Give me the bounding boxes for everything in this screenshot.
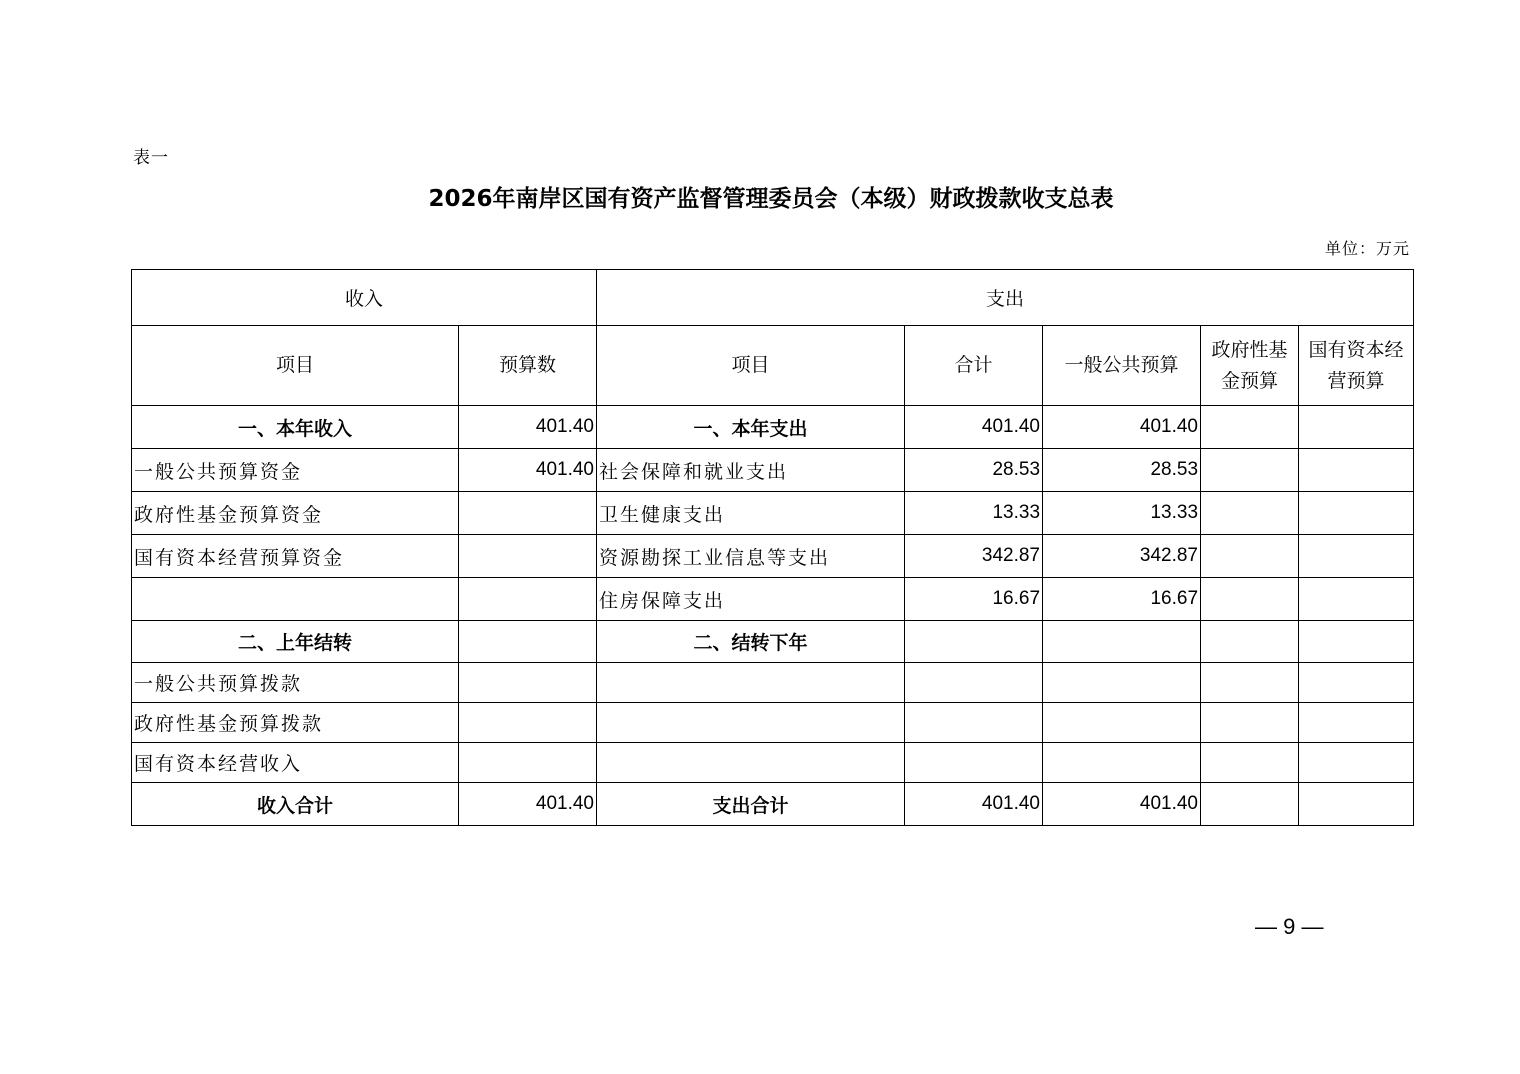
income-item-cell: 一、本年收入 — [132, 406, 459, 449]
total-cell — [905, 743, 1043, 783]
table-row — [132, 663, 1414, 703]
income-budget-cell — [459, 743, 597, 783]
total-cell — [905, 621, 1043, 663]
expense-item-header: 项目 — [597, 326, 905, 406]
budget-table — [131, 269, 1414, 826]
general-budget-cell — [1043, 703, 1201, 743]
gov-fund-cell — [1201, 783, 1299, 826]
table-row — [132, 535, 1414, 578]
income-item-cell: 一般公共预算拨款 — [132, 663, 459, 703]
general-budget-header: 一般公共预算 — [1043, 326, 1201, 406]
general-budget-cell: 342.87 — [1043, 535, 1201, 578]
gov-fund-cell — [1201, 621, 1299, 663]
general-budget-cell: 28.53 — [1043, 449, 1201, 492]
income-item-header: 项目 — [132, 326, 459, 406]
gov-fund-cell — [1201, 492, 1299, 535]
table-body — [132, 406, 1414, 826]
group-header-row — [132, 270, 1414, 326]
income-item-cell: 一般公共预算资金 — [132, 449, 459, 492]
income-item-cell: 政府性基金预算资金 — [132, 492, 459, 535]
expense-item-cell: 二、结转下年 — [597, 621, 905, 663]
income-item-cell: 二、上年结转 — [132, 621, 459, 663]
income-budget-header: 预算数 — [459, 326, 597, 406]
income-budget-cell — [459, 663, 597, 703]
state-capital-cell — [1299, 578, 1414, 621]
gov-fund-cell — [1201, 449, 1299, 492]
income-budget-cell — [459, 492, 597, 535]
table-row — [132, 578, 1414, 621]
total-cell: 16.67 — [905, 578, 1043, 621]
table-row — [132, 783, 1414, 826]
state-capital-budget-header: 国有资本经营预算 — [1299, 326, 1414, 406]
total-cell: 401.40 — [905, 406, 1043, 449]
gov-fund-cell — [1201, 743, 1299, 783]
unit-label: 单位：万元 — [1324, 239, 1410, 258]
gov-fund-cell — [1201, 406, 1299, 449]
total-cell — [905, 663, 1043, 703]
state-capital-cell — [1299, 743, 1414, 783]
general-budget-cell — [1043, 663, 1201, 703]
state-capital-cell — [1299, 621, 1414, 663]
expense-item-cell — [597, 663, 905, 703]
income-item-cell: 国有资本经营收入 — [132, 743, 459, 783]
page-number: — 9 — — [1255, 914, 1324, 939]
total-cell: 342.87 — [905, 535, 1043, 578]
expense-item-cell: 一、本年支出 — [597, 406, 905, 449]
general-budget-cell — [1043, 743, 1201, 783]
general-budget-cell: 401.40 — [1043, 406, 1201, 449]
state-capital-cell — [1299, 783, 1414, 826]
column-header-row — [132, 326, 1414, 406]
general-budget-cell: 401.40 — [1043, 783, 1201, 826]
gov-fund-cell — [1201, 703, 1299, 743]
income-budget-cell — [459, 703, 597, 743]
table-row — [132, 449, 1414, 492]
income-budget-cell — [459, 621, 597, 663]
income-budget-cell — [459, 535, 597, 578]
expense-item-cell: 住房保障支出 — [597, 578, 905, 621]
state-capital-cell — [1299, 703, 1414, 743]
income-group-header: 收入 — [132, 270, 597, 326]
total-cell: 401.40 — [905, 783, 1043, 826]
state-capital-cell — [1299, 535, 1414, 578]
table-number-label: 表一 — [133, 148, 169, 168]
state-capital-cell — [1299, 663, 1414, 703]
expense-item-cell — [597, 703, 905, 743]
table-row — [132, 406, 1414, 449]
general-budget-cell — [1043, 621, 1201, 663]
state-capital-cell — [1299, 406, 1414, 449]
table-row — [132, 703, 1414, 743]
income-item-cell — [132, 578, 459, 621]
gov-fund-budget-header: 政府性基金预算 — [1201, 326, 1299, 406]
income-budget-cell: 401.40 — [459, 783, 597, 826]
gov-fund-cell — [1201, 535, 1299, 578]
income-item-cell: 收入合计 — [132, 783, 459, 826]
gov-fund-cell — [1201, 578, 1299, 621]
total-cell: 13.33 — [905, 492, 1043, 535]
expense-item-cell: 资源勘探工业信息等支出 — [597, 535, 905, 578]
table-row — [132, 621, 1414, 663]
state-capital-cell — [1299, 449, 1414, 492]
expense-item-cell: 社会保障和就业支出 — [597, 449, 905, 492]
income-budget-cell — [459, 578, 597, 621]
expense-item-cell — [597, 743, 905, 783]
expense-item-cell: 支出合计 — [597, 783, 905, 826]
total-cell — [905, 703, 1043, 743]
income-budget-cell: 401.40 — [459, 406, 597, 449]
income-item-cell: 政府性基金预算拨款 — [132, 703, 459, 743]
income-item-cell: 国有资本经营预算资金 — [132, 535, 459, 578]
expense-item-cell: 卫生健康支出 — [597, 492, 905, 535]
gov-fund-cell — [1201, 663, 1299, 703]
table-row — [132, 743, 1414, 783]
general-budget-cell: 16.67 — [1043, 578, 1201, 621]
general-budget-cell: 13.33 — [1043, 492, 1201, 535]
document-title: 2026年南岸区国有资产监督管理委员会（本级）财政拨款收支总表 — [428, 186, 1114, 212]
total-header: 合计 — [905, 326, 1043, 406]
expense-group-header: 支出 — [597, 270, 1414, 326]
table-row — [132, 492, 1414, 535]
income-budget-cell: 401.40 — [459, 449, 597, 492]
total-cell: 28.53 — [905, 449, 1043, 492]
state-capital-cell — [1299, 492, 1414, 535]
